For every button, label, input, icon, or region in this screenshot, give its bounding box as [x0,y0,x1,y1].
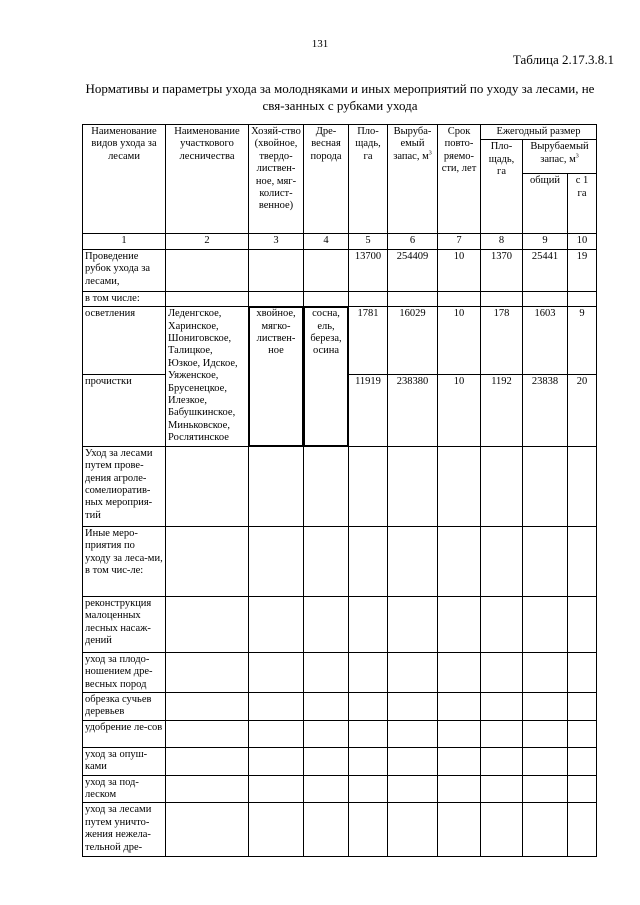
empty-cell [349,291,388,306]
empty-cell [388,652,438,692]
empty-cell [481,720,523,747]
row-care-name: уход за лесами путем уничто-жения нежела-тельной дре- [83,803,166,857]
empty-cell [523,291,568,306]
empty-cell [523,596,568,652]
row-care-name: Уход за лесами путем прове-дения агроле-сомелиоратив-ных мероприя-тий [83,446,166,526]
empty-cell [568,652,597,692]
empty-cell [388,803,438,857]
empty-cell [388,720,438,747]
empty-cell [568,775,597,803]
empty-cell [166,692,249,720]
empty-cell [304,291,349,306]
empty-cell [438,526,481,596]
column-number: 1 [83,234,166,249]
row-cleaning-annual-area: 1192 [481,374,523,446]
empty-cell [438,596,481,652]
empty-cell [438,747,481,775]
row-care-name: реконструкция малоценных лесных насаж-дений [83,596,166,652]
empty-cell [249,803,304,857]
empty-cell [568,291,597,306]
empty-cell [523,720,568,747]
empty-cell [481,747,523,775]
empty-cell [388,692,438,720]
row-care-name: удобрение ле-сов [83,720,166,747]
empty-cell [438,775,481,803]
empty-cell [438,652,481,692]
empty-cell [349,446,388,526]
column-number: 4 [304,234,349,249]
empty-cell [349,692,388,720]
column-number: 2 [166,234,249,249]
row-total-annual-total: 25441 [523,249,568,291]
empty-cell [304,803,349,857]
document-title: Нормативы и параметры ухода за молодняками и иных мероприятий по уходу за лесами, не свя-занных с рубками ухода [85,81,595,113]
row-total-period: 10 [438,249,481,291]
header-period: Срок повто-ряемо-сти, лет [438,125,481,234]
empty-cell [304,526,349,596]
header-annual-stock-unit-sup: 3 [575,153,579,160]
empty-cell [523,775,568,803]
row-care-name: обрезка сучьев деревьев [83,692,166,720]
empty-cell [388,291,438,306]
empty-cell [166,803,249,857]
empty-cell [166,526,249,596]
empty-cell [568,692,597,720]
empty-cell [481,526,523,596]
empty-cell [304,720,349,747]
column-number: 9 [523,234,568,249]
empty-cell [249,249,304,291]
row-total-stock: 254409 [388,249,438,291]
empty-cell [304,747,349,775]
header-farm: Хозяй-ство (хвойное, твердо-листвен-ное, мяг-колист-венное) [249,125,304,234]
header-care-type: Наименование видов ухода за лесами [83,125,166,234]
empty-cell [388,446,438,526]
empty-cell [438,446,481,526]
farm-type [249,307,304,446]
forestries-list: Леденгское, Харинское, Шониговское, Талицкое, Юзкое, Идское, Уяженское, Брусенецкое, Илезкое, Бабушкинское, Миньковское, Рослятинское [166,307,249,446]
row-lightening-name: осветления [83,307,166,375]
farm-type-text: хвойное, мягко-листвен-ное [256,308,296,357]
tree-species-text: сосна, ель, береза, осина [310,308,342,357]
empty-cell [304,692,349,720]
empty-cell [166,446,249,526]
header-area: Пло-щадь, га [349,125,388,234]
empty-cell [568,526,597,596]
column-number: 8 [481,234,523,249]
header-annual-stock-text: Вырубаемый запас, м [530,141,589,165]
empty-cell [249,596,304,652]
empty-cell [249,291,304,306]
empty-cell [304,775,349,803]
empty-cell [249,446,304,526]
empty-cell [304,446,349,526]
empty-cell [388,775,438,803]
empty-cell [349,526,388,596]
empty-cell [166,652,249,692]
row-lightening-annual-area: 178 [481,307,523,375]
empty-cell [304,652,349,692]
empty-cell [481,803,523,857]
empty-cell [523,446,568,526]
empty-cell [304,249,349,291]
header-species: Дре-весная порода [304,125,349,234]
empty-cell [166,775,249,803]
empty-cell [249,747,304,775]
row-cleaning-annual-per-ha: 20 [568,374,597,446]
header-annual-area: Пло-щадь, га [481,140,523,234]
row-lightening-annual-per-ha: 9 [568,307,597,375]
empty-cell [349,720,388,747]
empty-cell [438,720,481,747]
empty-cell [349,596,388,652]
header-stock [388,125,438,234]
empty-cell [481,446,523,526]
row-lightening-annual-total: 1603 [523,307,568,375]
empty-cell [388,747,438,775]
empty-cell [304,596,349,652]
header-annual-size: Ежегодный размер [481,125,597,140]
empty-cell [568,596,597,652]
empty-cell [438,291,481,306]
table-label: Таблица 2.17.3.8.1 [512,52,614,67]
row-cleaning-period: 10 [438,374,481,446]
empty-cell [523,747,568,775]
column-number: 10 [568,234,597,249]
empty-cell [481,775,523,803]
empty-cell [523,692,568,720]
empty-cell [438,692,481,720]
row-cleaning-annual-total: 23838 [523,374,568,446]
empty-cell [481,652,523,692]
empty-cell [568,446,597,526]
header-forestry: Наименование участкового лесничества [166,125,249,234]
tree-species [304,307,349,446]
empty-cell [349,652,388,692]
row-care-name: уход за плодо-ношением дре-весных пород [83,652,166,692]
empty-cell [249,526,304,596]
empty-cell [481,291,523,306]
row-cleaning-stock: 238380 [388,374,438,446]
empty-cell [481,596,523,652]
row-total-area: 13700 [349,249,388,291]
row-cleaning-name: прочистки [83,374,166,446]
row-total-annual-area: 1370 [481,249,523,291]
row-cleaning-area: 11919 [349,374,388,446]
empty-cell [523,803,568,857]
empty-cell [166,747,249,775]
row-care-name: уход за опуш-ками [83,747,166,775]
empty-cell [249,720,304,747]
standards-table [82,124,597,857]
page-number: 131 [311,38,329,50]
row-lightening-period: 10 [438,307,481,375]
header-annual-total: общий [523,174,568,234]
empty-cell [249,775,304,803]
column-number: 3 [249,234,304,249]
empty-cell [481,692,523,720]
column-number: 7 [438,234,481,249]
row-lightening-stock: 16029 [388,307,438,375]
empty-cell [523,526,568,596]
empty-cell [166,249,249,291]
empty-cell [249,692,304,720]
empty-cell [568,720,597,747]
empty-cell [523,652,568,692]
row-care-name: Иные меро-приятия по уходу за леса-ми, в том чис-ле: [83,526,166,596]
empty-cell [388,526,438,596]
empty-cell [388,596,438,652]
row-care-name: уход за под-леском [83,775,166,803]
empty-cell [166,291,249,306]
empty-cell [438,803,481,857]
empty-cell [568,747,597,775]
header-stock-text: Выруба-емый запас, м [393,126,432,162]
empty-cell [166,596,249,652]
empty-cell [568,803,597,857]
row-total-annual-per-ha: 19 [568,249,597,291]
row-total-name: Проведение рубок ухода за лесами, [83,249,166,291]
header-annual-per-ha: с 1 га [568,174,597,234]
empty-cell [249,652,304,692]
column-number: 5 [349,234,388,249]
empty-cell [349,747,388,775]
header-stock-unit-sup: 3 [428,150,432,157]
header-annual-stock [523,140,597,174]
empty-cell [349,803,388,857]
row-lightening-area: 1781 [349,307,388,375]
column-number: 6 [388,234,438,249]
empty-cell [166,720,249,747]
row-including-label: в том числе: [83,291,166,306]
empty-cell [349,775,388,803]
